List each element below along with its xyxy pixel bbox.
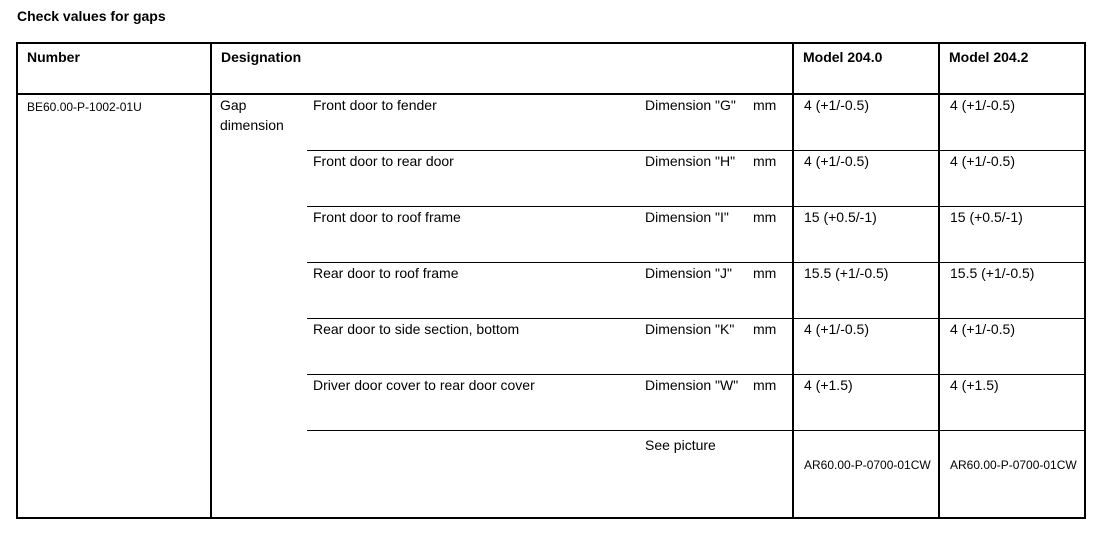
table-row (17, 94, 1085, 150)
value-model-204-0: 4 (+1/-0.5) (793, 150, 939, 206)
gap-description: Rear door to roof frame (307, 262, 643, 318)
document-number: BE60.00-P-1002-01U (17, 94, 211, 518)
dimension-label: Dimension "J" (643, 262, 753, 318)
unit-label: mm (753, 374, 793, 430)
picture-reference-model-204-0: AR60.00-P-0700-01CW (793, 430, 939, 518)
dimension-label: Dimension "G" (643, 94, 753, 150)
value-model-204-0: 4 (+1/-0.5) (793, 94, 939, 150)
value-model-204-2: 4 (+1.5) (939, 374, 1085, 430)
value-model-204-2: 4 (+1/-0.5) (939, 318, 1085, 374)
picture-row-unit-cell (753, 430, 793, 518)
value-model-204-2: 4 (+1/-0.5) (939, 94, 1085, 150)
unit-label: mm (753, 318, 793, 374)
header-model-204-0: Model 204.0 (793, 43, 939, 94)
page-title: Check values for gaps (17, 8, 166, 24)
dimension-label: Dimension "W" (643, 374, 753, 430)
unit-label: mm (753, 150, 793, 206)
gap-description: Driver door cover to rear door cover (307, 374, 643, 430)
unit-label: mm (753, 262, 793, 318)
value-model-204-0: 15 (+0.5/-1) (793, 206, 939, 262)
gap-description: Front door to rear door (307, 150, 643, 206)
gap-description: Rear door to side section, bottom (307, 318, 643, 374)
unit-label: mm (753, 94, 793, 150)
header-designation: Designation (211, 43, 793, 94)
header-model-204-2: Model 204.2 (939, 43, 1085, 94)
dimension-label: Dimension "K" (643, 318, 753, 374)
value-model-204-0: 4 (+1.5) (793, 374, 939, 430)
dimension-label: Dimension "H" (643, 150, 753, 206)
value-model-204-2: 15 (+0.5/-1) (939, 206, 1085, 262)
gap-description: Front door to roof frame (307, 206, 643, 262)
header-number: Number (17, 43, 211, 94)
unit-label: mm (753, 206, 793, 262)
value-model-204-0: 4 (+1/-0.5) (793, 318, 939, 374)
value-model-204-0: 15.5 (+1/-0.5) (793, 262, 939, 318)
gap-values-table (16, 42, 1086, 519)
group-label: Gap dimension (211, 94, 307, 518)
dimension-label: Dimension "I" (643, 206, 753, 262)
see-picture-label: See picture (643, 430, 753, 518)
picture-row-empty-cell (307, 430, 643, 518)
gap-description: Front door to fender (307, 94, 643, 150)
table-header-row (17, 43, 1085, 94)
value-model-204-2: 4 (+1/-0.5) (939, 150, 1085, 206)
value-model-204-2: 15.5 (+1/-0.5) (939, 262, 1085, 318)
picture-reference-model-204-2: AR60.00-P-0700-01CW (939, 430, 1085, 518)
